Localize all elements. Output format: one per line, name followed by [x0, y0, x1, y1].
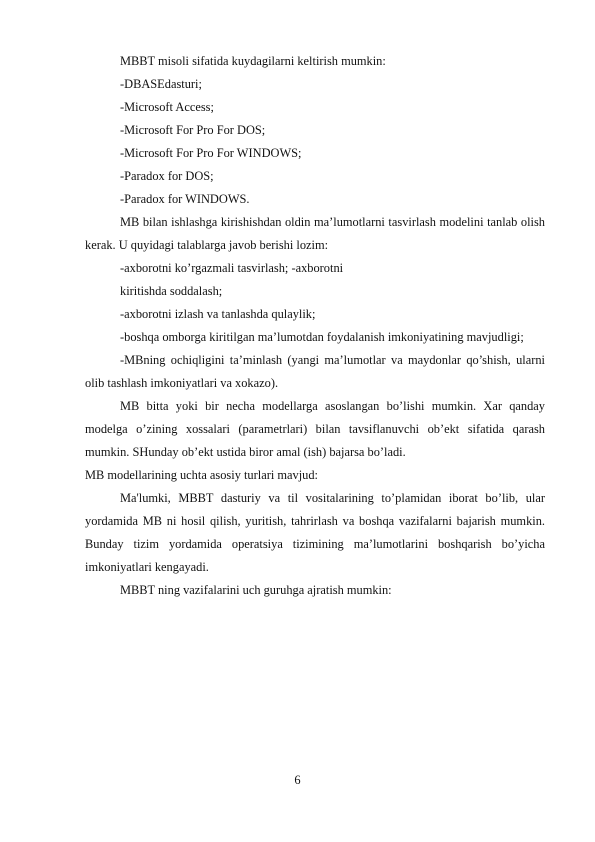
list-item-openness: -MBning ochiqligini ta’minlash (yangi ma’lumotlar va maydonlar qo’shish, ularni olib tashlash imkoniyatlari va xokazo).	[85, 353, 545, 390]
page-body	[85, 50, 545, 602]
list-item-search-convenience: -axborotni izlash va tanlashda qulaylik;	[120, 307, 316, 321]
list-item-paradox-dos: -Paradox for DOS;	[120, 169, 214, 183]
list-item-visual-representation: -axborotni ko’rgazmali tasvirlash; -axborotni	[120, 261, 344, 275]
list-item-input-simplification: kiritishda soddalash;	[120, 284, 223, 298]
list-item-ms-access: -Microsoft Access;	[120, 100, 214, 114]
list-item-foxpro-windows: -Microsoft For Pro For WINDOWS;	[120, 146, 302, 160]
list-item-dbase: -DBASEdasturi;	[120, 77, 202, 91]
list-item-other-storage: -boshqa omborga kiritilgan ma’lumotdan foydalanish imkoniyatining mavjudligi;	[120, 330, 524, 344]
paragraph-mbbt-definition: Ma'lumki, MBBT dasturiy va til vositalarining to’plamidan iborat bo’lib, ular yordamida MB ni hosil qilish, yuritish, tahrirlash va boshqa vazifalarni bajarish mumkin. Bunday tizim yordamida operatsiya tizimining ma’lumotlarini boshqarish bo’yicha imkoniyatlari kengayadi.	[85, 491, 545, 574]
paragraph-model-types: MB modellarining uchta asosiy turlari mavjud:	[85, 468, 318, 482]
paragraph-models-objects: MB bitta yoki bir necha modellarga asoslangan bo’lishi mumkin. Xar qanday modelga o’zining xossalari (parametrlari) bilan tavsiflanuvchi ob’ekt sifatida qarash mumkin. SHunday ob’ekt ustida biror amal (ish) bajarsa bo’ladi.	[85, 399, 545, 459]
list-item-paradox-windows: -Paradox for WINDOWS.	[120, 192, 250, 206]
paragraph-model-selection: MB bilan ishlashga kirishishdan oldin ma’lumotlarni tasvirlash modelini tanlab olish kerak. U quyidagi talablarga javob berishi lozim:	[85, 215, 545, 252]
paragraph-mbbt-examples-intro: MBBT misoli sifatida kuydagilarni keltirish mumkin:	[120, 54, 386, 68]
paragraph-mbbt-functions: MBBT ning vazifalarini uch guruhga ajratish mumkin:	[120, 583, 392, 597]
list-item-foxpro-dos: -Microsoft For Pro For DOS;	[120, 123, 266, 137]
page-number: 6	[294, 773, 301, 787]
